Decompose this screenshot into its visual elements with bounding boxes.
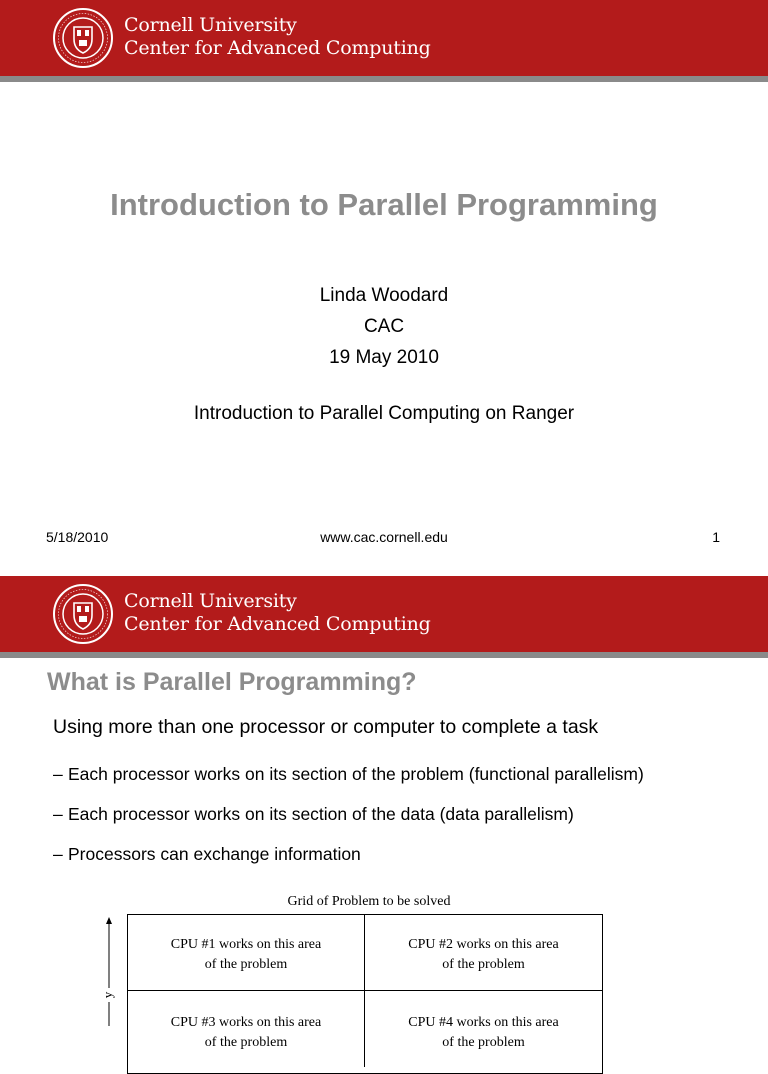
cell-line: CPU #1 works on this area xyxy=(170,937,322,952)
header-divider xyxy=(0,76,768,82)
footer-date: 5/18/2010 xyxy=(46,529,109,545)
bullet-item xyxy=(53,764,644,785)
bullet-dash: – xyxy=(53,804,63,824)
cell-line: CPU #3 works on this area xyxy=(170,1015,322,1030)
cell-line: CPU #4 works on this area xyxy=(408,1015,559,1030)
brand-text xyxy=(124,590,431,636)
grid-cell xyxy=(128,991,365,1067)
center-name: Center for Advanced Computing xyxy=(124,37,431,59)
cornell-seal-icon xyxy=(52,583,114,645)
center-name: Center for Advanced Computing xyxy=(124,613,431,635)
cell-line: of the problem xyxy=(442,957,525,972)
cell-line: of the problem xyxy=(204,957,288,972)
bullet-text: Each processor works on its section of the problem (functional parallelism) xyxy=(68,764,644,784)
bullet-dash: – xyxy=(53,844,63,864)
bullet-item xyxy=(53,844,361,865)
presentation-date: 19 May 2010 xyxy=(329,347,439,368)
y-axis-label: y xyxy=(99,991,115,999)
header-banner xyxy=(0,576,768,652)
grid-cell xyxy=(365,991,602,1067)
grid-cell xyxy=(365,915,602,991)
slide-title: Introduction to Parallel Programming xyxy=(110,187,658,222)
footer-page-number: 1 xyxy=(712,529,720,545)
y-axis-arrow-icon xyxy=(99,916,117,1026)
brand-text xyxy=(124,14,431,60)
header-divider xyxy=(0,652,768,658)
course-name: Introduction to Parallel Computing on Ranger xyxy=(193,403,575,424)
author-block xyxy=(0,280,768,373)
cell-line: CPU #2 works on this area xyxy=(408,937,559,952)
footer-url: www.cac.cornell.edu xyxy=(320,529,448,545)
cell-line: of the problem xyxy=(204,1035,288,1050)
content-slide xyxy=(0,576,768,1050)
lead-text: Using more than one processor or computer to complete a task xyxy=(53,716,599,738)
slide-title: What is Parallel Programming? xyxy=(47,668,417,696)
bullet-item xyxy=(53,804,574,825)
bullet-dash: – xyxy=(53,764,63,784)
cell-line: of the problem xyxy=(442,1035,525,1050)
bullet-text: Each processor works on its section of the data (data parallelism) xyxy=(68,804,574,824)
university-name: Cornell University xyxy=(124,14,297,36)
header-banner xyxy=(0,0,768,76)
bullet-text: Processors can exchange information xyxy=(68,844,361,864)
university-name: Cornell University xyxy=(124,590,297,612)
problem-grid xyxy=(127,914,603,1074)
grid-cell xyxy=(128,915,365,991)
grid-caption: Grid of Problem to be solved xyxy=(287,894,451,909)
author-name: Linda Woodard xyxy=(319,285,449,306)
author-org: CAC xyxy=(363,316,405,337)
cornell-seal-icon xyxy=(52,7,114,69)
